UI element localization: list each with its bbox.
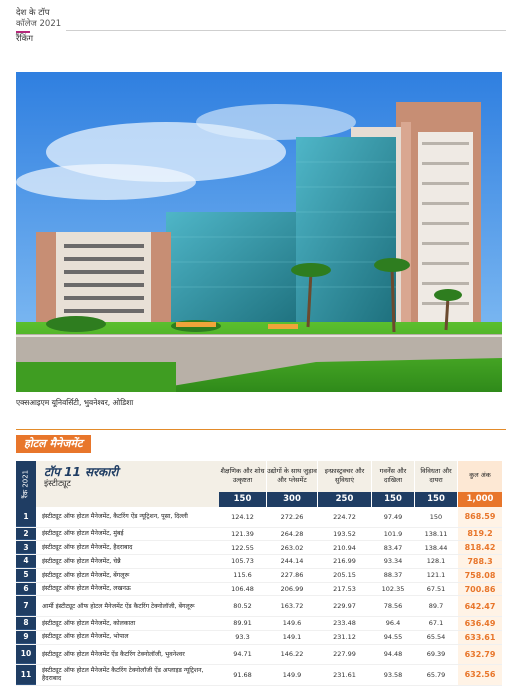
institute-name: इंस्टीट्यूट ऑफ होटल मैनेजमेंट, बेंगलूरू [42, 571, 130, 579]
col-header-total: कुल अंक [458, 461, 502, 492]
score-diversity: 65.54 [426, 633, 446, 642]
score-diversity: 69.39 [426, 650, 446, 659]
campus-photo [16, 72, 502, 392]
rank-cell: 6 [16, 583, 36, 596]
score-diversity: 67.51 [426, 585, 446, 594]
score-infrastructure: 231.61 [333, 670, 356, 679]
rank-cell: 9 [16, 631, 36, 644]
score-total: 758.08 [458, 569, 502, 582]
campus-illustration [16, 72, 502, 392]
col-header-academic: शैक्षणिक और शोध उत्कृष्टता [219, 461, 266, 492]
score-governance: 96.4 [385, 619, 401, 628]
score-governance: 78.56 [383, 602, 403, 611]
rank-cell: 11 [16, 665, 36, 685]
score-governance: 97.49 [383, 512, 403, 521]
rank-cell: 2 [16, 528, 36, 541]
score-industry: 163.72 [280, 602, 304, 611]
score-academic: 93.3 [235, 633, 250, 642]
score-industry: 272.26 [280, 512, 304, 521]
score-infrastructure: 224.72 [333, 512, 356, 521]
score-total: 636.49 [458, 617, 502, 630]
score-governance: 83.47 [383, 543, 403, 552]
score-total: 788.3 [458, 555, 502, 568]
score-diversity: 65.79 [426, 670, 446, 679]
table-header [16, 461, 502, 507]
table-row [16, 583, 502, 597]
header-section-label: रैंकिंग [16, 34, 33, 44]
score-governance: 88.37 [383, 571, 403, 580]
rank-cell: 3 [16, 541, 36, 554]
score-academic: 89.91 [233, 619, 252, 628]
weight-total: 1,000 [458, 492, 502, 507]
institute-name: इंस्टीट्यूट ऑफ होटल मैनेजमेंट, कैटरिंग ऐंड न्यूट्रिशन, पूसा, दिल्ली [42, 513, 188, 521]
col-header-diversity: विविधता और दायरा [415, 461, 457, 492]
rank-cell: 5 [16, 569, 36, 582]
score-academic: 105.73 [231, 557, 254, 566]
score-infrastructure: 229.97 [333, 602, 356, 611]
header-divider [66, 30, 506, 31]
page-header [16, 8, 506, 45]
score-industry: 149.9 [282, 670, 302, 679]
score-governance: 93.58 [383, 670, 403, 679]
score-governance: 101.9 [383, 529, 403, 538]
score-total: 700.86 [458, 583, 502, 596]
weight-diversity: 150 [415, 492, 457, 507]
score-total: 632.56 [458, 665, 502, 685]
score-academic: 91.68 [233, 670, 252, 679]
weight-industry: 300 [267, 492, 317, 507]
score-industry: 149.6 [282, 619, 302, 628]
rank-cell: 4 [16, 555, 36, 568]
score-infrastructure: 233.48 [333, 619, 356, 628]
rank-column-label [16, 461, 36, 507]
table-body [16, 507, 502, 686]
score-academic: 121.39 [231, 529, 254, 538]
col-header-industry: उद्योगों के साथ जुड़ाव और प्लेसमेंट [267, 461, 317, 492]
rank-cell: 1 [16, 507, 36, 527]
score-diversity: 128.1 [426, 557, 446, 566]
institute-name: इंस्टीट्यूट ऑफ होटल मैनेजमेंट, कोलकाता [42, 619, 136, 627]
score-infrastructure: 231.12 [333, 633, 356, 642]
table-title-main: टॉप 11 सरकारी [44, 465, 119, 479]
institute-name: इंस्टीट्यूट ऑफ होटल मैनेजमेंट, लखनऊ [42, 585, 131, 593]
col-header-governance: गवर्नेंस और दाखिला [372, 461, 414, 492]
rank-cell: 10 [16, 645, 36, 665]
ranking-table [16, 461, 502, 686]
score-governance: 94.55 [383, 633, 403, 642]
section-divider [16, 429, 506, 430]
institute-name: आर्मी इंस्टीट्यूट ऑफ होटल मैनेजमेंट ऐंड कैटरिंग टेक्नोलॉजी, बेंगलूरू [42, 602, 195, 610]
table-row [16, 541, 502, 555]
score-diversity: 138.11 [424, 529, 448, 538]
score-total: 818.42 [458, 541, 502, 554]
rank-cell: 8 [16, 617, 36, 630]
score-governance: 94.48 [383, 650, 403, 659]
table-row [16, 569, 502, 583]
score-industry: 146.22 [280, 650, 304, 659]
score-diversity: 89.7 [428, 602, 444, 611]
score-total: 868.59 [458, 507, 502, 527]
table-row [16, 617, 502, 631]
score-infrastructure: 216.99 [333, 557, 356, 566]
score-diversity: 138.44 [424, 543, 448, 552]
institute-name: इंस्टीट्यूट ऑफ होटल मैनेजमेंट ऐंड कैटरिंग टेक्नोलॉजी, भुवनेश्वर [42, 650, 185, 658]
table-title-sub: इंस्टीट्यूट [44, 479, 71, 489]
institute-name: इंस्टीट्यूट ऑफ होटल मैनेजमेंट, चेन्नै [42, 557, 121, 565]
score-governance: 93.34 [383, 557, 403, 566]
institute-name: इंस्टीट्यूट ऑफ होटल मैनेजमेंट, हैदराबाद [42, 543, 133, 551]
table-row [16, 555, 502, 569]
institute-name: इंस्टीट्यूट ऑफ होटल मैनेजमेंट, भोपाल [42, 633, 129, 641]
score-diversity: 121.1 [426, 571, 446, 580]
score-academic: 94.71 [233, 650, 252, 659]
weight-governance: 150 [372, 492, 414, 507]
score-total: 632.79 [458, 645, 502, 665]
score-total: 819.2 [458, 528, 502, 541]
table-row [16, 507, 502, 528]
score-industry: 227.86 [280, 571, 304, 580]
table-row [16, 645, 502, 666]
header-kicker: देश के टॉप [16, 8, 50, 18]
score-infrastructure: 227.99 [333, 650, 356, 659]
table-row [16, 596, 502, 617]
table-title [36, 461, 219, 507]
score-academic: 124.12 [231, 512, 254, 521]
score-industry: 149.1 [282, 633, 302, 642]
score-total: 633.61 [458, 631, 502, 644]
score-academic: 115.6 [233, 571, 252, 580]
score-industry: 206.99 [280, 585, 304, 594]
score-industry: 264.28 [280, 529, 304, 538]
score-total: 642.47 [458, 596, 502, 616]
weight-academic: 150 [219, 492, 266, 507]
section-title: होटल मैनेजमेंट [16, 435, 91, 453]
institute-name: इंस्टीट्यूट ऑफ होटल मैनेजमेंट, मुंबई [42, 530, 124, 538]
score-diversity: 67.1 [428, 619, 444, 628]
institute-name: इंस्टीट्यूट ऑफ होटल मैनेजमेंट कैटरिंग टेक्नोलॉजी ऐंड अप्लाइड न्यूट्रिशन, हैदराबाद [42, 667, 204, 682]
score-academic: 122.55 [231, 543, 254, 552]
table-row [16, 631, 502, 645]
score-infrastructure: 210.94 [333, 543, 356, 552]
photo-caption: एक्सआइएम यूनिवर्सिटी, भुवनेश्वर, ओडिशा [16, 398, 134, 407]
score-infrastructure: 217.53 [333, 585, 356, 594]
score-industry: 263.02 [280, 543, 304, 552]
header-subtitle: कॉलेज 2021 [16, 19, 62, 29]
table-row [16, 528, 502, 542]
score-governance: 102.35 [381, 585, 405, 594]
rank-year-label: रैंक 2021 [21, 469, 30, 499]
header-accent-bar [16, 31, 30, 33]
weight-infrastructure: 250 [318, 492, 371, 507]
score-infrastructure: 205.15 [333, 571, 356, 580]
score-infrastructure: 193.52 [333, 529, 356, 538]
col-header-infrastructure: इन्फ्रास्ट्रक्चर और सुविधाएं [318, 461, 371, 492]
score-academic: 106.48 [231, 585, 254, 594]
score-academic: 80.52 [233, 602, 252, 611]
rank-cell: 7 [16, 596, 36, 616]
score-industry: 244.14 [280, 557, 304, 566]
table-row [16, 665, 502, 686]
score-diversity: 150 [429, 512, 443, 521]
